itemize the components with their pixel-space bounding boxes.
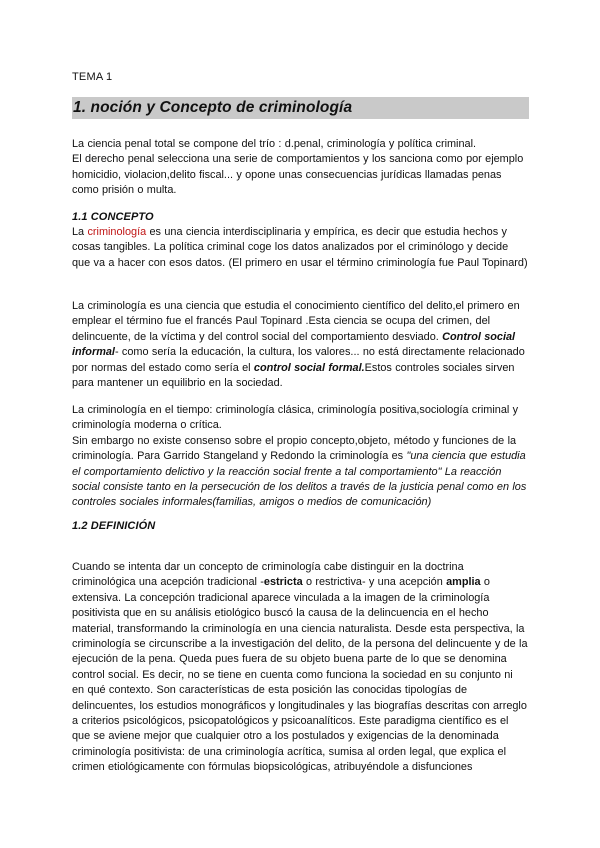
concepto-paragraph-1 bbox=[72, 225, 528, 271]
definicion-paragraph bbox=[72, 560, 528, 776]
definition-quote: "una ciencia que estudia el comportamiento delictivo y la reacción social frente a tal comportamiento" La reacción social consiste tanto en la persecución de los delitos a través de la justicia penal como en los controles sociales informales(familias, amigos o medios de comunicación) bbox=[72, 450, 527, 509]
section-heading-concepto: 1.1 CONCEPTO bbox=[72, 211, 154, 223]
section-heading-definicion: 1.2 DEFINICIÓN bbox=[72, 520, 156, 532]
def-text-2: o restrictiva- y una acepción bbox=[302, 576, 447, 589]
page-title: 1. noción y Concepto de criminología bbox=[72, 97, 529, 119]
def-text-1: Cuando se intenta dar un concepto de criminología cabe distinguir en la doctrina criminológica una acepción tradicional - bbox=[72, 561, 464, 589]
p2-text: La criminología es una ciencia que estudia el conocimiento científico del delito,el primero en emplear el término fue el francés Paul Topinard .Esta ciencia se ocupa del crimen, del delincuente, de la víctima y del control social del comportamiento desviado. bbox=[72, 300, 520, 343]
p3-text: La criminología en el tiempo: criminología clásica, criminología positiva,sociología criminal y criminología moderna o crítica. bbox=[72, 404, 519, 432]
intro-line-1: La ciencia penal total se compone del trío : d.penal, criminología y política criminal. bbox=[72, 138, 477, 150]
term-amplia: amplia bbox=[446, 576, 481, 589]
p3-text-2: Sin embargo no existe consenso sobre el propio concepto,objeto, método y funciones de la criminología. Para Garrido Stangeland y Redondo la criminología es bbox=[72, 434, 517, 463]
def-text-3: o extensiva. La concepción tradicional aparece vinculada a la imagen de la criminología positivista que en su análisis etiológico buscó la causa de la delincuencia en el hecho material, transformando la criminología en una ciencia naturalista. Desde esta perspectiva, la criminología se circunscribe a la investigación del delito, de la persona del delincuente y de la ejecución de la pena. Queda pues fuera de su objeto buena parte de lo que se denomina control social. Es decir, no se tiene en cuenta como funciona la sociedad en su conjunto ni en qué contexto. Son características de esta posición las conocidas tipologías de delincuentes, los estudios monográficos y longitudinales y las biografías descritas con arreglo a criterios psicológicos, psicopatológicos y psicoanalíticos. Este paradigma científico es el que se aviene mejor que cualquier otro a los postulados y exigencias de la denominada criminología positivista: de una criminología acrítica, sumisa al orden legal, que explica el crimen etiológicamente con fórmulas biopsicológicas, atribuyéndole a disfunciones bbox=[72, 576, 528, 774]
intro-line-2: El derecho penal selecciona una serie de comportamientos y los sanciona como por ejemplo homicidio, violacion,delito fiscal... y opone unas consecuencias jurídicas llamadas penas como prisión o multa. bbox=[72, 153, 524, 197]
p2-informal-text: - como sería la educación, la cultura, los valores... no está directamente relacionado por normas del estado como sería el bbox=[72, 346, 525, 374]
informal-control-term: Control social informal bbox=[72, 330, 516, 359]
concepto-paragraph-2 bbox=[72, 299, 528, 391]
p1-rest: es una ciencia interdisciplinaria y empírica, es decir que estudia hechos y cosas tangibles. La política criminal coge los datos analizados por el criminólogo y decide que va a hacer con esos datos. (El primero en usar el término criminología fue Paul Topinard) bbox=[72, 226, 528, 269]
intro-paragraph bbox=[72, 137, 528, 199]
p2-end: Estos controles sociales sirven para mantener un equilibrio en la sociedad. bbox=[72, 361, 515, 390]
concepto-paragraph-3 bbox=[72, 403, 528, 511]
topic-label: TEMA 1 bbox=[72, 71, 113, 83]
p1-lead: La bbox=[72, 226, 88, 238]
highlighted-term: criminología bbox=[87, 226, 147, 238]
formal-control-term: control social formal. bbox=[253, 361, 365, 374]
term-estricta: estricta bbox=[263, 576, 303, 589]
